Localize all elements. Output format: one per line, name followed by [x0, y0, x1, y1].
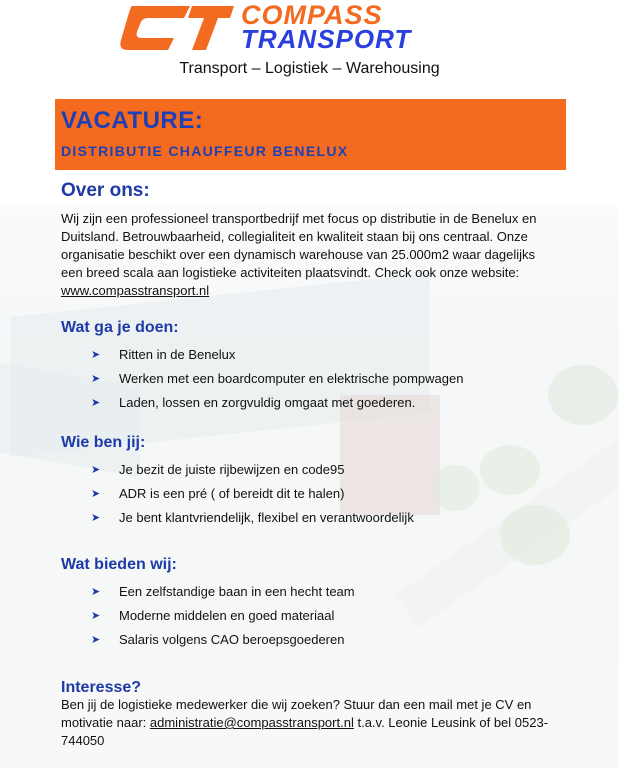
list-item: ➤ Werken met een boardcomputer en elektrische pompwagen — [91, 371, 464, 386]
email-link[interactable]: administratie@compasstransport.nl — [149, 715, 354, 730]
vacancy-banner — [55, 99, 566, 170]
profile-heading: Wie ben jij: — [61, 434, 146, 451]
list-item: ➤ Je bent klantvriendelijk, flexibel en verantwoordelijk — [91, 510, 414, 525]
list-item: ➤ ADR is een pré ( of bereidt dit te halen) — [91, 486, 345, 501]
website-link[interactable]: www.compasstransport.nl — [61, 283, 210, 298]
arrow-bullet-icon: ➤ — [91, 512, 101, 524]
logo-word-transport: TRANSPORT — [241, 24, 412, 54]
arrow-bullet-icon: ➤ — [91, 586, 101, 598]
list-item: ➤ Je bezit de juiste rijbewijzen en code95 — [91, 462, 345, 477]
arrow-bullet-icon: ➤ — [91, 397, 101, 409]
vacancy-title: VACATURE: — [61, 107, 204, 134]
arrow-bullet-icon: ➤ — [91, 488, 101, 500]
offer-list — [91, 584, 551, 656]
list-item: ➤ Moderne middelen en goed materiaal — [91, 608, 335, 623]
arrow-bullet-icon: ➤ — [91, 373, 101, 385]
tagline: Transport – Logistiek – Warehousing — [179, 60, 440, 77]
tasks-list — [91, 347, 551, 419]
about-text — [61, 210, 559, 300]
list-item: ➤ Salaris volgens CAO beroepsgoederen — [91, 632, 345, 647]
arrow-bullet-icon: ➤ — [91, 349, 101, 361]
interest-contact: t.a.v. Leonie Leusink of bel 0523-744050 — [61, 715, 549, 748]
vacancy-subtitle: DISTRIBUTIE CHAUFFEUR BENELUX — [61, 143, 349, 159]
list-item: ➤ Laden, lossen en zorgvuldig omgaat met goederen. — [91, 395, 416, 410]
list-item: ➤ Een zelfstandige baan in een hecht team — [91, 584, 355, 599]
arrow-bullet-icon: ➤ — [91, 634, 101, 646]
arrow-bullet-icon: ➤ — [91, 464, 101, 476]
interest-text — [61, 696, 559, 750]
list-item: ➤ Ritten in de Benelux — [91, 347, 236, 362]
interest-paragraph: Ben jij de logistieke medewerker die wij zoeken? Stuur dan een mail met je CV en motivatie naar: — [61, 697, 532, 730]
profile-list — [91, 462, 551, 534]
offer-heading: Wat bieden wij: — [61, 556, 177, 573]
about-heading: Over ons: — [61, 180, 150, 201]
tasks-heading: Wat ga je doen: — [61, 319, 179, 336]
about-paragraph: Wij zijn een professioneel transportbedrijf met focus op distributie in de Benelux en Duitsland. Betrouwbaarheid, collegialiteit en kwaliteit staan bij ons centraal. Onze organisatie beschikt over een dynamisch warehouse van 25.000m2 waar dagelijks een breed scala aan logistieke activiteiten plaatsvindt. Check ook onze website: — [61, 211, 537, 280]
arrow-bullet-icon: ➤ — [91, 610, 101, 622]
logo-word-compass: COMPASS — [241, 0, 383, 30]
company-logo — [118, 2, 503, 52]
ct-logo-icon — [118, 2, 236, 52]
interest-heading: Interesse? — [61, 679, 142, 696]
